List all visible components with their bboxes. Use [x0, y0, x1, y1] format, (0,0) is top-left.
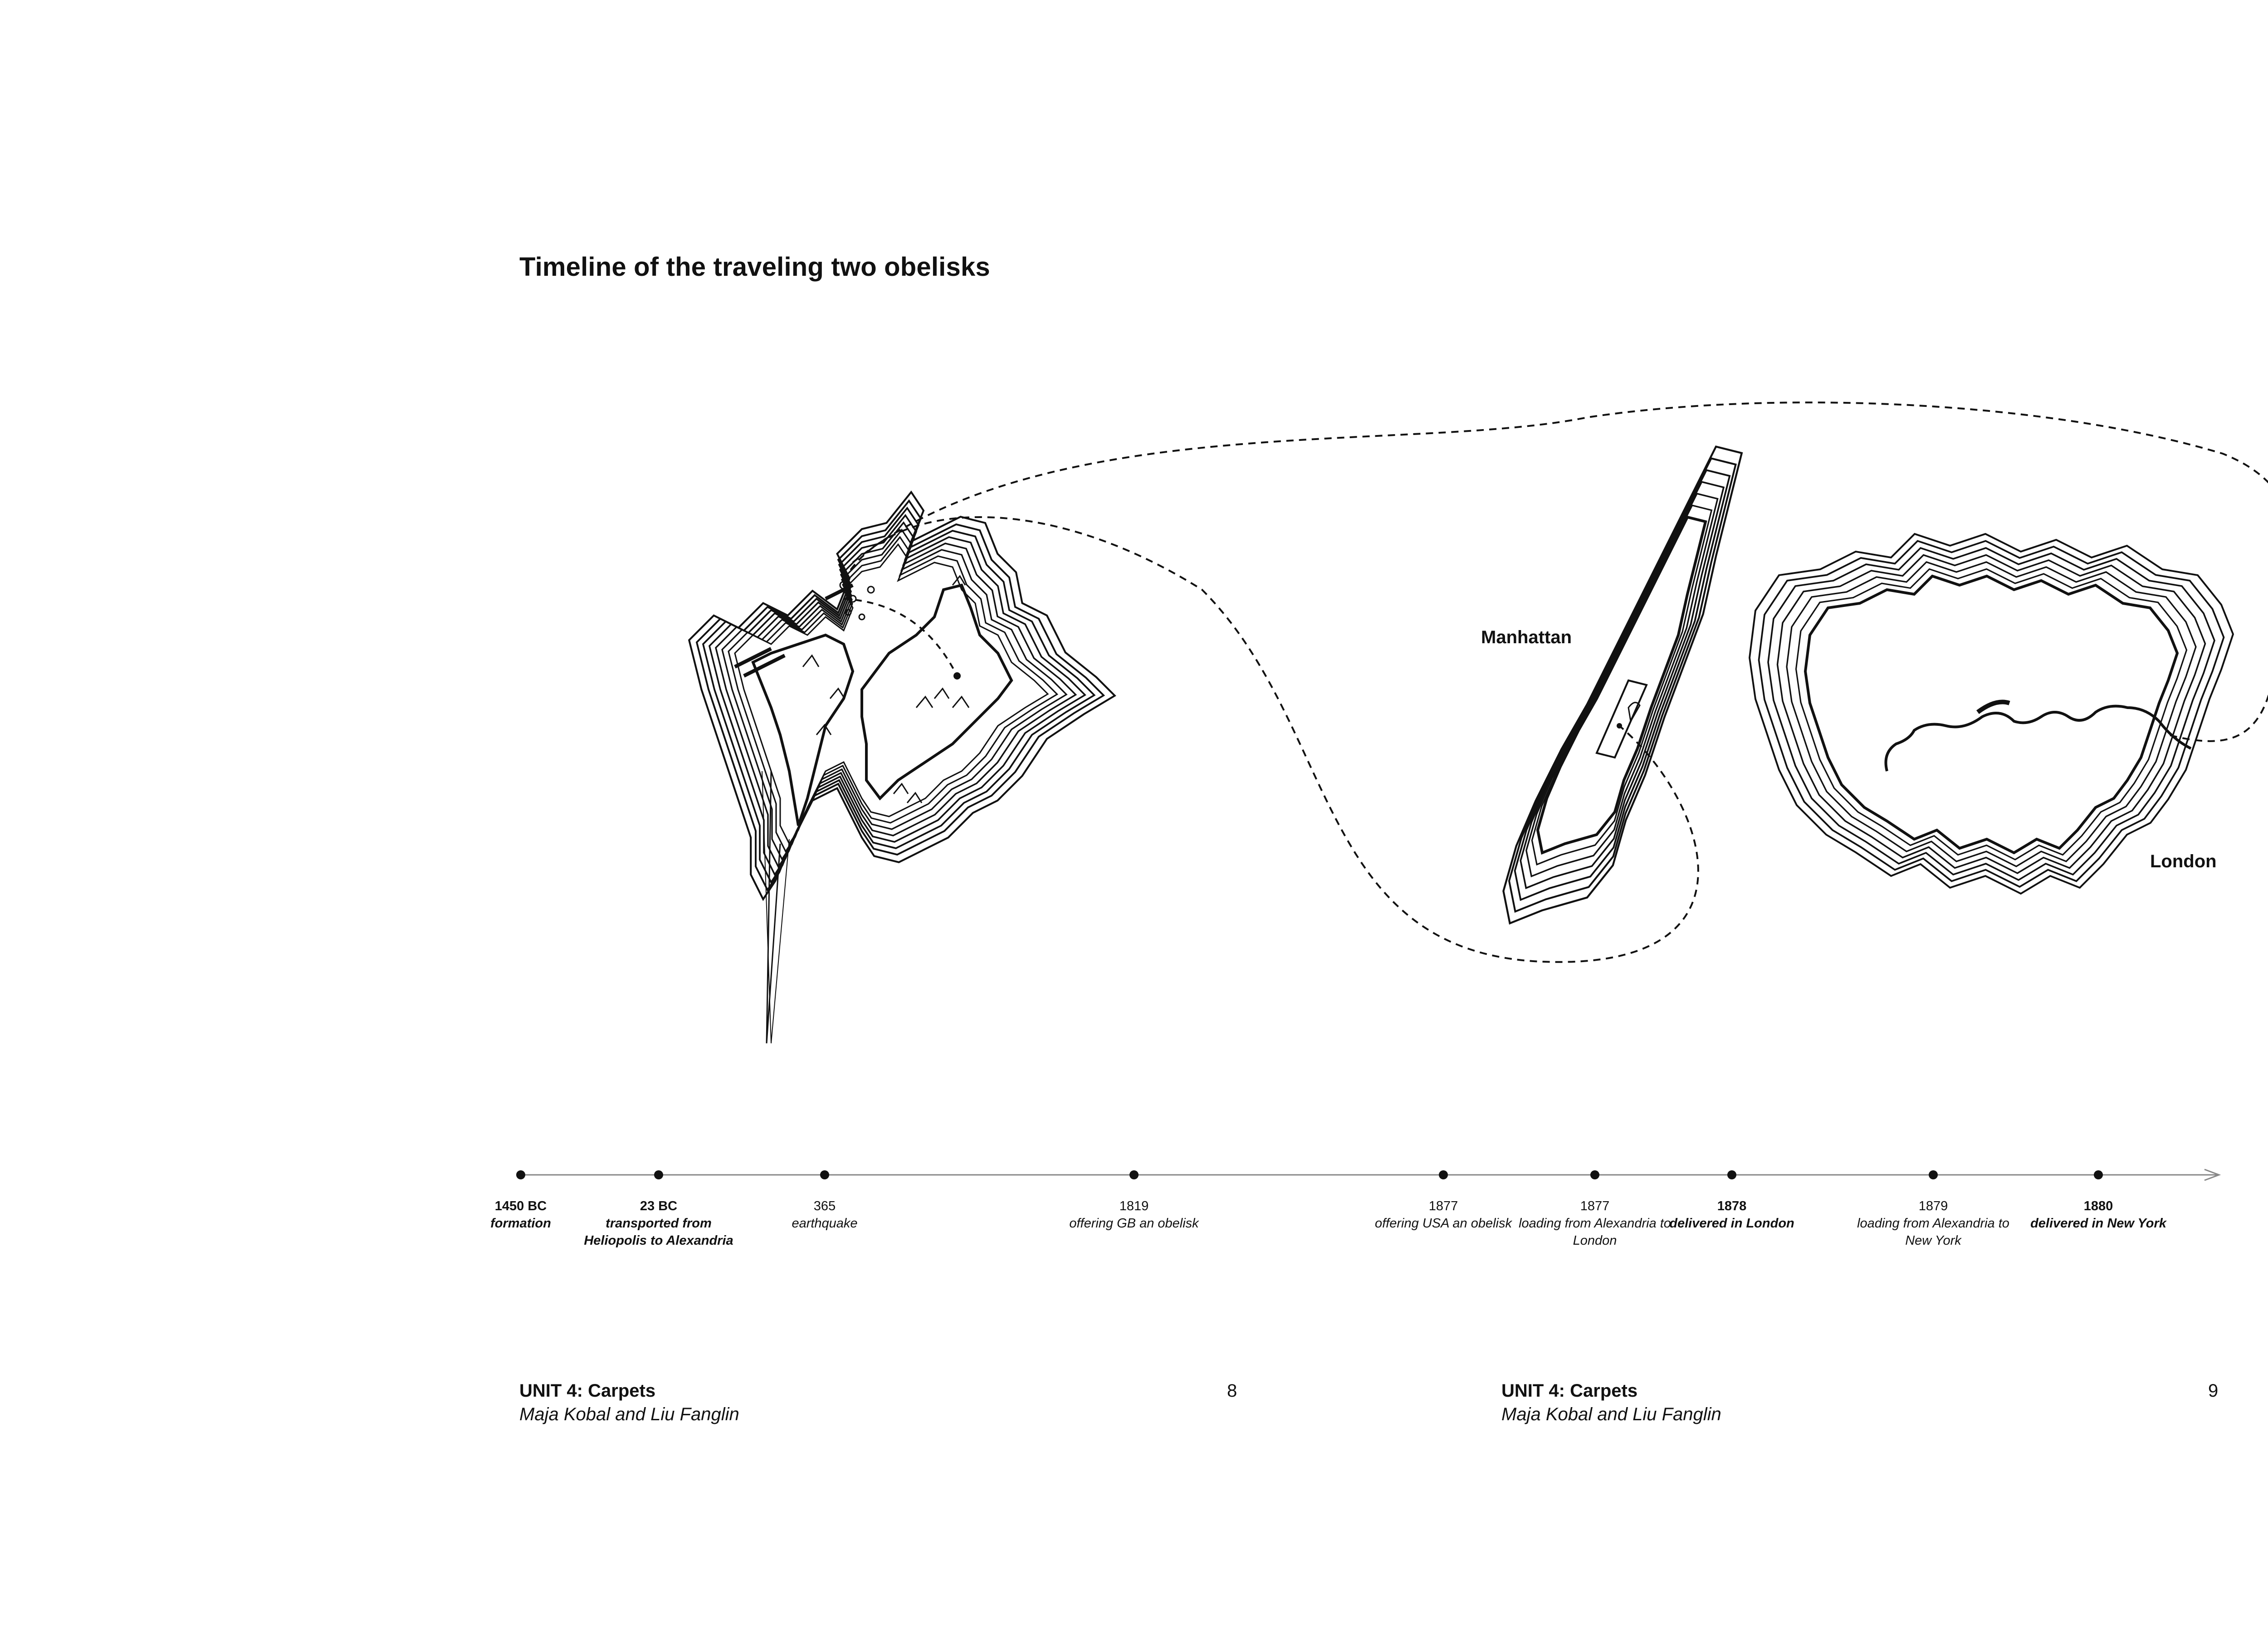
- event-description: offering USA an obelisk: [1375, 1216, 1512, 1231]
- timeline-event: [1847, 1198, 2019, 1249]
- timeline-dot: [1129, 1170, 1139, 1179]
- manhattan-map: [1503, 447, 1741, 924]
- event-description: loading from Alexandria to London: [1519, 1216, 1671, 1248]
- event-year: 1877: [1580, 1199, 1610, 1213]
- event-year: 1819: [1119, 1199, 1149, 1213]
- event-description: loading from Alexandria to New York: [1857, 1216, 2009, 1248]
- page-title: Timeline of the traveling two obelisks: [519, 252, 990, 282]
- footer-right-authors: Maja Kobal and Liu Fanglin: [1501, 1404, 1721, 1424]
- event-year: 1450 BC: [494, 1199, 547, 1213]
- event-description: delivered in London: [1669, 1216, 1794, 1231]
- event-description: offering GB an obelisk: [1069, 1216, 1199, 1231]
- event-year: 23 BC: [640, 1199, 678, 1213]
- timeline-event: [1048, 1198, 1220, 1232]
- timeline-dot: [1590, 1170, 1599, 1179]
- event-description: earthquake: [792, 1216, 858, 1231]
- event-description: transported from Heliopolis to Alexandria: [584, 1216, 733, 1248]
- footer-right: [1501, 1379, 1721, 1426]
- event-description: formation: [490, 1216, 551, 1231]
- event-year: 1877: [1428, 1199, 1458, 1213]
- page-number-left: 8: [1227, 1381, 1237, 1401]
- event-year: 1880: [2083, 1199, 2113, 1213]
- event-year: 1878: [1717, 1199, 1747, 1213]
- timeline-dot: [1727, 1170, 1736, 1179]
- footer-left-unit: UNIT 4: Carpets: [519, 1381, 656, 1401]
- timeline-event: [738, 1198, 911, 1232]
- event-description: delivered in New York: [2030, 1216, 2166, 1231]
- timeline-dot: [820, 1170, 829, 1179]
- london-label: London: [2150, 851, 2217, 871]
- timeline-event: [2012, 1198, 2185, 1232]
- timeline-event: [572, 1198, 745, 1249]
- timeline-event: [1357, 1198, 1530, 1232]
- footer-left-authors: Maja Kobal and Liu Fanglin: [519, 1404, 739, 1424]
- footer-left: [519, 1379, 739, 1426]
- timeline-dot: [516, 1170, 525, 1179]
- timeline-dot: [654, 1170, 663, 1179]
- event-year: 365: [813, 1199, 836, 1213]
- event-year: 1879: [1918, 1199, 1948, 1213]
- page-number-right: 9: [2208, 1381, 2219, 1401]
- timeline-axis: [521, 1169, 2219, 1180]
- footer-right-unit: UNIT 4: Carpets: [1501, 1381, 1638, 1401]
- timeline-dot: [1439, 1170, 1448, 1179]
- timeline-dot: [2094, 1170, 2103, 1179]
- london-map: [1750, 534, 2233, 894]
- timeline-dot: [1929, 1170, 1938, 1179]
- manhattan-label: Manhattan: [1481, 627, 1572, 647]
- egypt-map: [689, 492, 1114, 1043]
- timeline-event: [1646, 1198, 1818, 1232]
